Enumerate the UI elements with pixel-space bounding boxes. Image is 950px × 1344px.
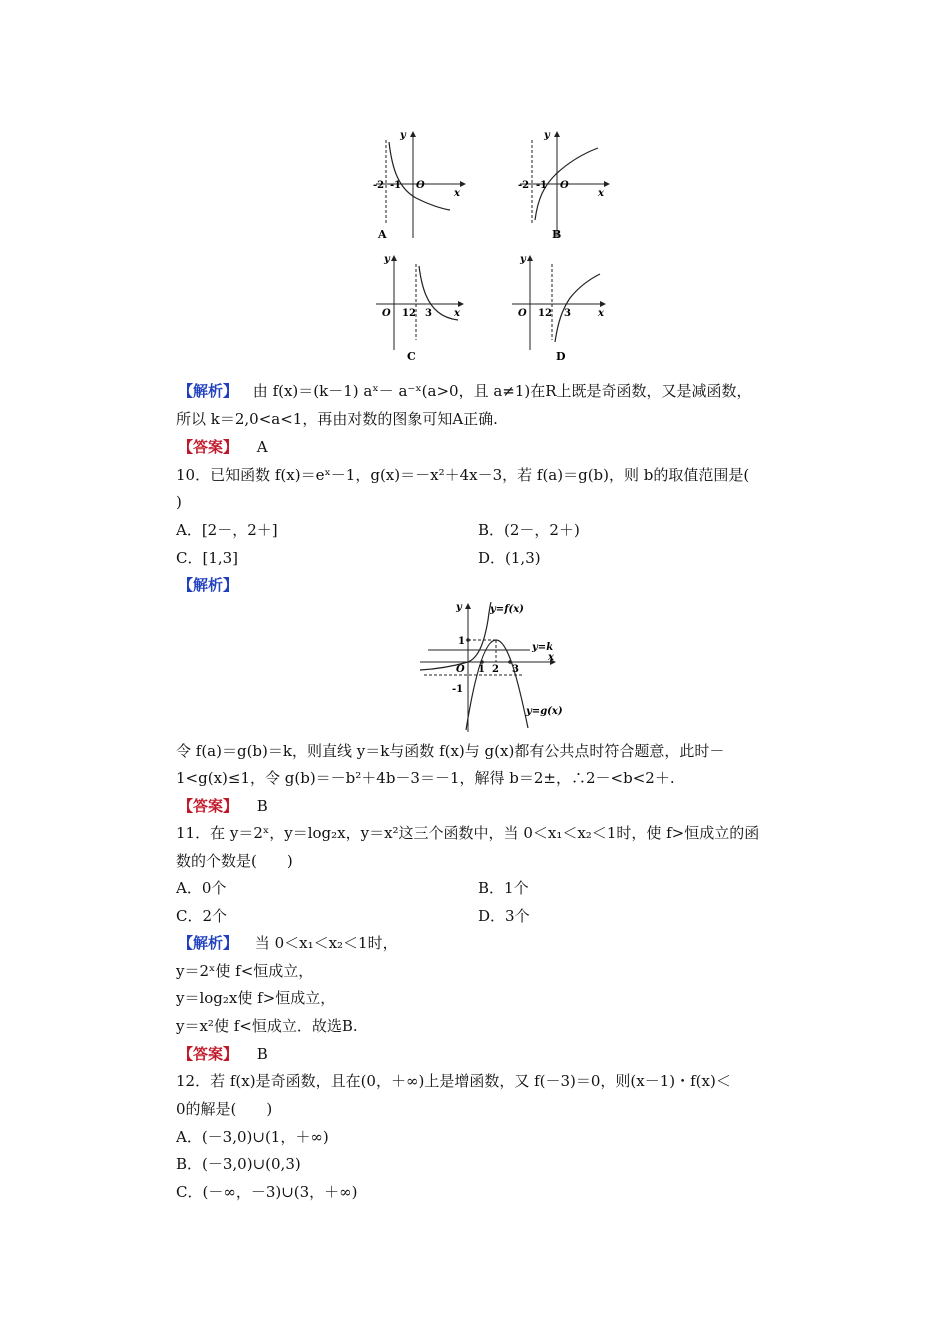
q10-option-c: C．[1,3] [176, 549, 239, 567]
graph-c-x-label: x [454, 308, 460, 319]
graph-c-caption: C [407, 350, 416, 363]
q11-analysis-line4: y＝x²使 f<恒成立．故选B. [176, 1017, 358, 1035]
graph-a-tick-m2: -2 [373, 180, 385, 191]
graph-d-tick-1: 1 [538, 308, 545, 319]
q10-fig-tick-1: 1 [478, 664, 485, 675]
q9-answer-row [178, 437, 268, 457]
q10-analysis-tag-text: 【解析】 [178, 576, 239, 594]
q10-fig-fx-label: y=f(x) [490, 604, 524, 615]
q10-fig-y-label: y [456, 602, 462, 613]
graph-b-origin: O [560, 180, 569, 191]
q10-answer-row [178, 796, 268, 816]
q11-analysis-line1: 当 0＜x₁＜x₂＜1时， [254, 934, 398, 952]
q10-fig-tick-1y: 1 [458, 636, 465, 647]
graph-c-origin: O [382, 308, 391, 319]
q10-analysis-line2: 1<g(x)≤1，令 g(b)＝－b²＋4b－3＝－1，解得 b＝2±，∴2－<b<2＋. [176, 769, 675, 787]
q10-analysis-line1: 令 f(a)＝g(b)＝k，则直线 y＝k与函数 f(x)与 g(x)都有公共点时符合题意，此时－ [176, 742, 725, 760]
q10-analysis-tag [178, 575, 238, 595]
q10-option-b: B．(2－，2＋) [478, 521, 580, 539]
graph-a-tick-m1: -1 [390, 180, 402, 191]
q10-fig-k-label: y=k [532, 642, 554, 653]
graph-a-origin: O [416, 180, 425, 191]
graph-c-tick-1: 1 [402, 308, 409, 319]
graph-b-tick-m2: -2 [518, 180, 530, 191]
q11-analysis-line2: y＝2ˣ使 f<恒成立， [176, 962, 314, 980]
q9-analysis-tag: 【解析】 [178, 382, 239, 400]
q11-option-a: A．0个 [176, 879, 227, 897]
q10-option-a: A．[2－，2＋] [176, 521, 278, 539]
q10-figure [418, 600, 578, 734]
graph-b-tick-m1: -1 [536, 180, 548, 191]
q10-stem-line2: ) [176, 493, 182, 511]
graph-d-y-label: y [520, 254, 526, 265]
q10-answer-tag: 【答案】 [178, 797, 239, 815]
q12-option-a: A．(－3,0)∪(1，＋∞) [176, 1128, 329, 1146]
q10-fig-origin: O [456, 664, 465, 675]
q11-analysis-tag: 【解析】 [178, 934, 239, 952]
q11-analysis-line3: y＝log₂x使 f>恒成立， [176, 989, 336, 1007]
graph-d-tick-3: 3 [564, 308, 571, 319]
q10-fig-x-label: x [548, 652, 554, 663]
q9-analysis-line1: 由 f(x)＝(k－1) aˣ－ a⁻ˣ(a>0，且 a≠1)在R上既是奇函数，又是减函数， [252, 382, 752, 400]
graph-d [508, 252, 612, 368]
graph-c [372, 252, 472, 368]
graph-d-origin: O [518, 308, 527, 319]
q11-answer-tag: 【答案】 [178, 1045, 239, 1063]
q12-stem-line2: 0的解是( ) [176, 1100, 273, 1118]
graph-c-tick-2: 2 [409, 308, 416, 319]
graph-a [368, 128, 468, 246]
q11-answer: B [256, 1045, 268, 1063]
graph-b-x-label: x [598, 188, 604, 199]
graph-a-x-label: x [454, 188, 460, 199]
q11-option-d: D．3个 [478, 907, 530, 925]
q10-fig-tick-m1: -1 [452, 684, 464, 695]
q11-stem-line2: 数的个数是( ) [176, 852, 293, 870]
q11-option-c: C．2个 [176, 907, 228, 925]
q12-option-c: C．(－∞，－3)∪(3，＋∞) [176, 1183, 358, 1201]
q11-option-b: B．1个 [478, 879, 529, 897]
q11-stem-line1: 11．在 y＝2ˣ，y＝log₂x，y＝x²这三个函数中，当 0＜x₁＜x₂＜1时，使 f>恒成立的函 [176, 824, 760, 842]
graph-a-y-label: y [400, 130, 406, 141]
q12-stem-line1: 12．若 f(x)是奇函数，且在(0，＋∞)上是增函数，又 f(－3)＝0，则(x－1)・f(x)＜ [176, 1072, 731, 1090]
graph-b-y-label: y [544, 130, 550, 141]
graph-b-caption: B [552, 228, 562, 241]
graph-c-tick-3: 3 [425, 308, 432, 319]
graph-c-y-label: y [384, 254, 390, 265]
q10-stem-line1: 10．已知函数 f(x)＝eˣ－1，g(x)＝－x²＋4x－3，若 f(a)＝g(b)，则 b的取值范围是( [176, 466, 750, 484]
graph-a-caption: A [378, 228, 387, 241]
q9-analysis-row [178, 381, 752, 401]
q10-fig-tick-2: 2 [492, 664, 499, 675]
q10-fig-tick-3: 3 [512, 664, 519, 675]
q9-answer-tag: 【答案】 [178, 438, 239, 456]
graph-d-tick-2: 2 [545, 308, 552, 319]
q10-answer: B [256, 797, 268, 815]
q10-option-d: D．(1,3) [478, 549, 541, 567]
q9-analysis-line2: 所以 k＝2,0<a<1，再由对数的图象可知A正确. [176, 410, 498, 428]
graph-d-caption: D [556, 350, 566, 363]
graph-d-x-label: x [598, 308, 604, 319]
q12-option-b: B．(－3,0)∪(0,3) [176, 1155, 301, 1173]
q10-fig-gx-label: y=g(x) [526, 706, 563, 717]
q11-answer-row [178, 1044, 268, 1064]
graph-b [514, 128, 614, 246]
q9-answer: A [256, 438, 268, 456]
q11-analysis-row [178, 933, 398, 953]
